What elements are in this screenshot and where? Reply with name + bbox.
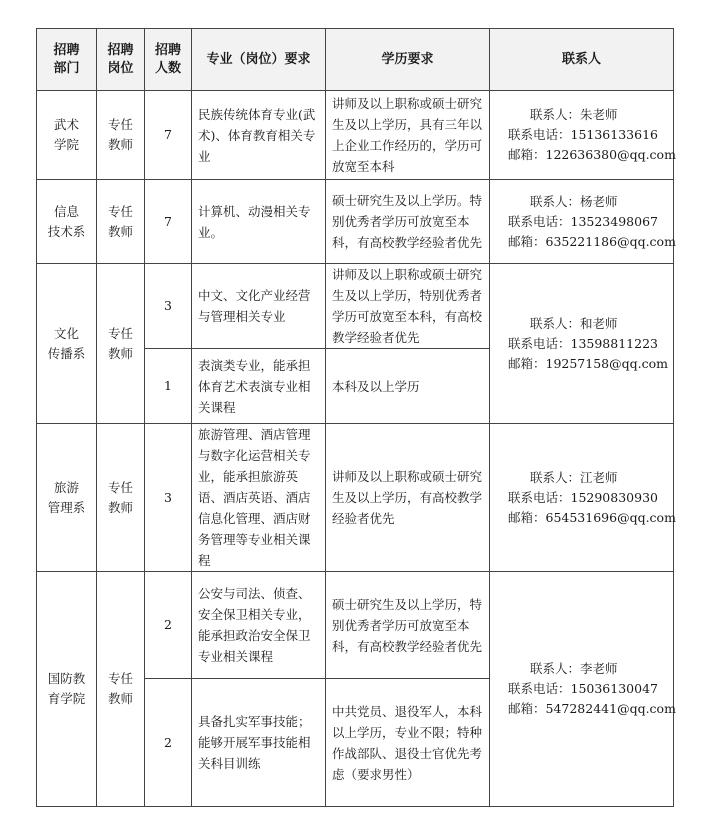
- edu-cell: 本科及以上学历: [326, 349, 490, 424]
- contact-cell: [490, 91, 674, 180]
- major-cell: 表演类专业，能承担体育艺术表演专业相关课程: [192, 349, 326, 424]
- edu-cell: 讲师及以上职称或硕士研究生及以上学历，具有三年以上企业工作经历的，学历可放宽至本科: [326, 91, 490, 180]
- edu-cell: 中共党员、退役军人，本科以上学历，专业不限；特种作战部队、退役士官优先考虑（要求男性）: [326, 679, 490, 807]
- post-cell: 专任 教师: [97, 180, 145, 264]
- count-cell: 2: [145, 572, 192, 679]
- major-cell: 公安与司法、侦查、安全保卫相关专业，能承担政治安全保卫专业相关课程: [192, 572, 326, 679]
- contact-email: 邮箱：635221186@qq.com: [508, 233, 676, 249]
- table-row: [37, 424, 674, 572]
- major-cell: 具备扎实军事技能；能够开展军事技能相关科目训练: [192, 679, 326, 807]
- major-cell: 旅游管理、酒店管理与数字化运营相关专业，能承担旅游英语、酒店英语、酒店信息化管理、酒店财务管理等专业相关课程: [192, 424, 326, 572]
- major-cell: 计算机、动漫相关专业。: [192, 180, 326, 264]
- count-cell: 7: [145, 91, 192, 180]
- major-cell: 中文、文化产业经营与管理相关专业: [192, 264, 326, 349]
- contact-name: 联系人：李老师: [530, 661, 618, 676]
- post-cell: 专任 教师: [97, 91, 145, 180]
- header-row: [37, 29, 674, 91]
- major-cell: 民族传统体育专业(武术)、体育教育相关专业: [192, 91, 326, 180]
- edu-cell: 讲师及以上职称或硕士研究生及以上学历，有高校教学经验者优先: [326, 424, 490, 572]
- table-row: [37, 180, 674, 264]
- contact-email: 邮箱：547282441@qq.com: [508, 701, 676, 716]
- contact-cell: [490, 572, 674, 807]
- table-row: [37, 572, 674, 679]
- contact-cell: [490, 424, 674, 572]
- contact-name: 联系人：朱老师: [530, 107, 618, 122]
- header-contact: 联系人: [490, 29, 674, 91]
- contact-name: 联系人：杨老师: [530, 193, 618, 209]
- dept-cell: 文化 传播系: [37, 264, 97, 424]
- header-post: 招聘 岗位: [97, 29, 145, 91]
- contact-email: 邮箱：122636380@qq.com: [508, 147, 676, 162]
- recruitment-table: [36, 28, 674, 807]
- post-cell: 专任 教师: [97, 264, 145, 424]
- contact-email: 邮箱：19257158@qq.com: [508, 355, 668, 371]
- table-row: [37, 91, 674, 180]
- header-edu: 学历要求: [326, 29, 490, 91]
- edu-cell: 硕士研究生及以上学历，特别优秀者学历可放宽至本科，有高校教学经验者优先: [326, 572, 490, 679]
- edu-cell: 讲师及以上职称或硕士研究生及以上学历，特别优秀者学历可放宽至本科，有高校教学经验者优先: [326, 264, 490, 349]
- post-cell: 专任 教师: [97, 572, 145, 807]
- contact-phone: 联系电话：13598811223: [508, 335, 658, 351]
- edu-cell: 硕士研究生及以上学历。特别优秀者学历可放宽至本科，有高校教学经验者优先: [326, 180, 490, 264]
- header-major: 专业（岗位）要求: [192, 29, 326, 91]
- count-cell: 3: [145, 264, 192, 349]
- contact-email: 邮箱：654531696@qq.com: [508, 509, 676, 525]
- count-cell: 2: [145, 679, 192, 807]
- dept-cell: 武术 学院: [37, 91, 97, 180]
- post-cell: 专任 教师: [97, 424, 145, 572]
- contact-name: 联系人：江老师: [530, 469, 618, 485]
- contact-cell: [490, 180, 674, 264]
- header-dept: 招聘 部门: [37, 29, 97, 91]
- contact-phone: 联系电话：15136133616: [508, 127, 658, 142]
- contact-phone: 联系电话：13523498067: [508, 213, 658, 229]
- count-cell: 3: [145, 424, 192, 572]
- dept-cell: 国防教 育学院: [37, 572, 97, 807]
- contact-phone: 联系电话：15290830930: [508, 489, 658, 505]
- dept-cell: 旅游 管理系: [37, 424, 97, 572]
- table-row: [37, 264, 674, 349]
- dept-cell: 信息 技术系: [37, 180, 97, 264]
- contact-phone: 联系电话：15036130047: [508, 681, 658, 696]
- contact-cell: [490, 264, 674, 424]
- header-count: 招聘 人数: [145, 29, 192, 91]
- count-cell: 1: [145, 349, 192, 424]
- contact-name: 联系人：和老师: [530, 315, 618, 331]
- count-cell: 7: [145, 180, 192, 264]
